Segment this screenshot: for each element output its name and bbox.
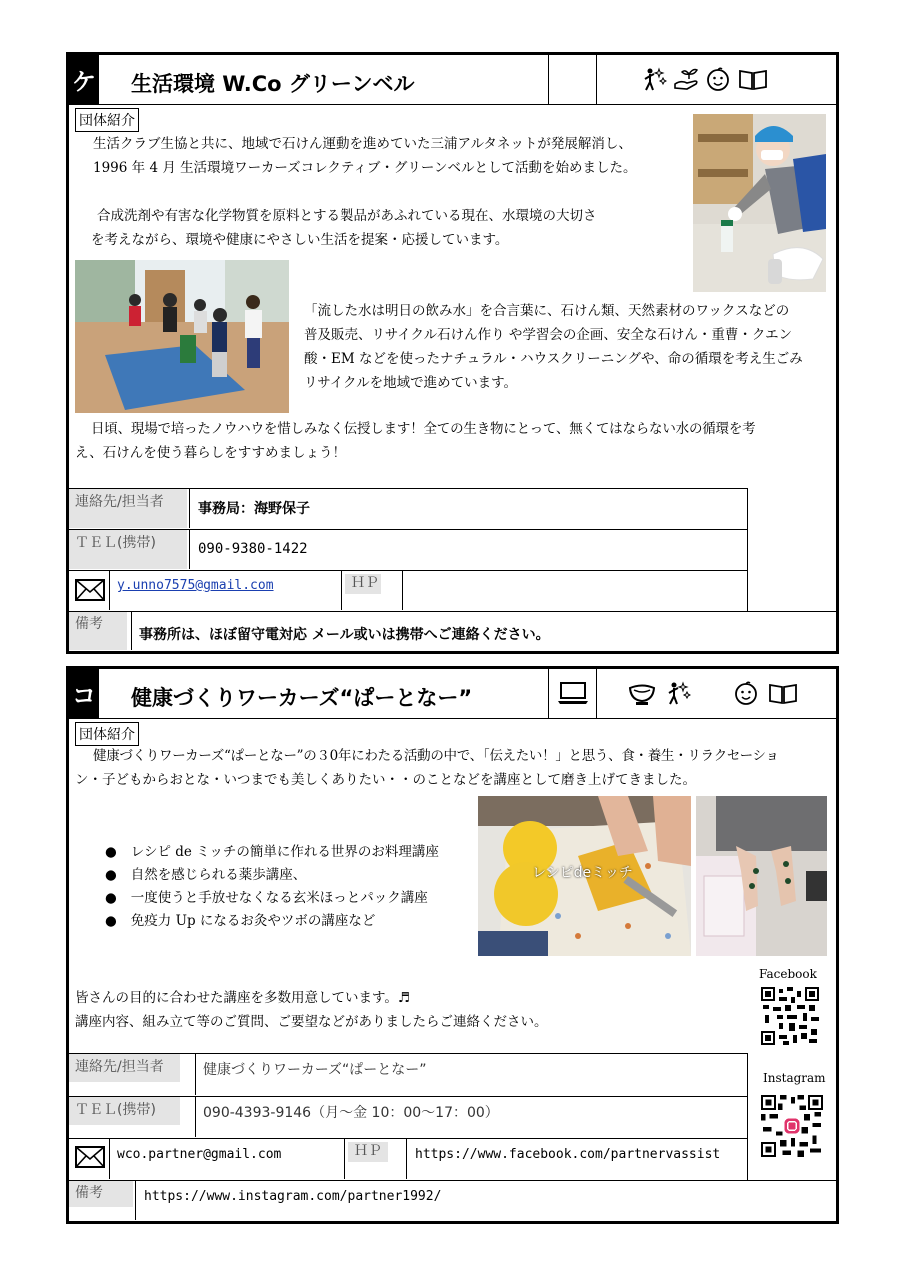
card-index-letter: ケ — [69, 55, 99, 104]
mail-icon — [75, 1145, 105, 1169]
intro-paragraph: 生活クラブ生協と共に、地域で石けん運動を進めていた三浦アルタネットが発展解消し、 1996 年 4 月 生活環境ワーカーズコレクティブ・グリーンベルとして活動を始めました。 — [93, 136, 637, 176]
stars-person-icon — [641, 66, 667, 92]
contact-row — [69, 1053, 748, 1096]
tel-number: 090-4393-9146（月～金 10：00～17：00） — [203, 1105, 499, 1121]
hp-label: ＨＰ — [345, 574, 381, 594]
list-item: ● 免疫力 Up になるお灸やツボの講座など — [105, 910, 439, 933]
hp-url[interactable]: https://www.facebook.com/partnervassist — [415, 1147, 721, 1162]
closing-text: 皆さんの目的に合わせた講座を多数用意しています。♬ 講座内容、組み立て等のご質問、ご要望などがありましたらご連絡ください。 — [75, 990, 548, 1030]
photo-floor-cleaning — [693, 114, 826, 292]
list-item: ● 自然を感じられる薬歩講座、 — [105, 864, 439, 887]
intro-paragraph: 健康づくりワーカーズ“ぱーとなー”の３0年にわたる活動の中で、「伝えたい！」と思う、食・養生・リラクセーショ ン・子どもからおとな・いつまでも美しくありたい・・のことなどを講座として磨き上げてきました。 — [75, 748, 779, 788]
contact-row — [69, 488, 748, 529]
tel-row — [69, 1096, 748, 1138]
card-index-letter: コ — [69, 669, 99, 718]
tel-number: 090-9380-1422 — [198, 541, 308, 557]
laptop-icon — [557, 680, 589, 706]
instagram-qr-code[interactable] — [761, 1095, 823, 1157]
open-book-icon — [737, 66, 769, 92]
contact-person: 健康づくりワーカーズ“ぱーとなー” — [203, 1062, 427, 1078]
stars-person-icon — [665, 680, 691, 706]
baby-face-icon — [733, 680, 759, 706]
photo-moxibustion — [696, 796, 827, 956]
note-row — [69, 1180, 836, 1221]
contact-person: 事務局：海野保子 — [198, 501, 310, 517]
activity-icons — [641, 66, 769, 92]
tel-row — [69, 529, 748, 570]
card-title: 健康づくりワーカーズ“ぱーとなー” — [131, 686, 473, 710]
instagram-label: Instagram — [763, 1071, 826, 1085]
intro-label: 団体紹介 — [75, 722, 139, 746]
contact-label: 連絡先/担当者 — [69, 489, 187, 528]
email-link[interactable]: y.unno7575@gmail.com — [117, 578, 274, 593]
note-row — [69, 611, 836, 651]
tel-label: ＴＥＬ(携帯) — [69, 530, 187, 569]
photo-cooking — [478, 796, 691, 956]
mail-icon — [75, 578, 105, 602]
tel-label: ＴＥＬ(携帯) — [69, 1097, 180, 1125]
card-title: 生活環境 W.Co グリーンベル — [131, 72, 415, 96]
bowl-icon — [627, 680, 657, 706]
email-address[interactable]: wco.partner@gmail.com — [117, 1147, 282, 1162]
intro-paragraph: 「流した水は明日の飲み水」を合言葉に、石けん類、天然素材のワックスなどの 普及販売、リサイクル石けん作り や学習会の企画、安全な石けん・重曹・クエン 酸・EM などを使ったナチュラル・ハウスクリーニングや、命の循環を考え生ごみ リサイクルを地域で進めています。 — [304, 303, 803, 391]
list-item: ● レシピ de ミッチの簡単に作れる世界のお料理講座 — [105, 841, 439, 864]
facebook-label: Facebook — [759, 967, 817, 981]
instagram-url[interactable]: https://www.instagram.com/partner1992/ — [144, 1189, 442, 1204]
baby-face-icon — [705, 66, 731, 92]
intro-label: 団体紹介 — [75, 108, 139, 132]
course-list — [105, 841, 439, 933]
open-book-icon — [767, 680, 799, 706]
org-card-partner — [66, 666, 839, 1224]
photo-caption: レシピdeミッチ — [532, 865, 633, 881]
list-item: ● 一度使うと手放せなくなる玄米ほっとパック講座 — [105, 887, 439, 910]
activity-icons — [557, 680, 799, 706]
note-text: 事務所は、ほぼ留守電対応 メール或いは携帯へご連絡ください。 — [139, 627, 550, 643]
email-row — [69, 1138, 748, 1180]
intro-paragraph: 日頃、現場で培ったノウハウを惜しみなく伝授します！全ての生き物にとって、無くてはならない水の循環を考 え、石けんを使う暮らしをすすめましょう！ — [75, 421, 756, 461]
note-label: 備考 — [69, 1181, 133, 1207]
email-row — [69, 570, 748, 611]
contact-label: 連絡先/担当者 — [69, 1054, 180, 1082]
card-header — [69, 669, 836, 719]
intro-paragraph: 合成洗剤や有害な化学物質を原料とする製品があふれている現在、水環境の大切さ を考えながら、環境や健康にやさしい生活を提案・応援しています。 — [91, 208, 597, 248]
card-header — [69, 55, 836, 105]
photo-children-activity — [75, 260, 289, 413]
hand-seedling-icon — [673, 66, 699, 92]
hp-label: ＨＰ — [348, 1142, 388, 1162]
org-card-greenbell — [66, 52, 839, 654]
facebook-qr-code[interactable] — [761, 987, 819, 1045]
note-label: 備考 — [69, 612, 127, 650]
